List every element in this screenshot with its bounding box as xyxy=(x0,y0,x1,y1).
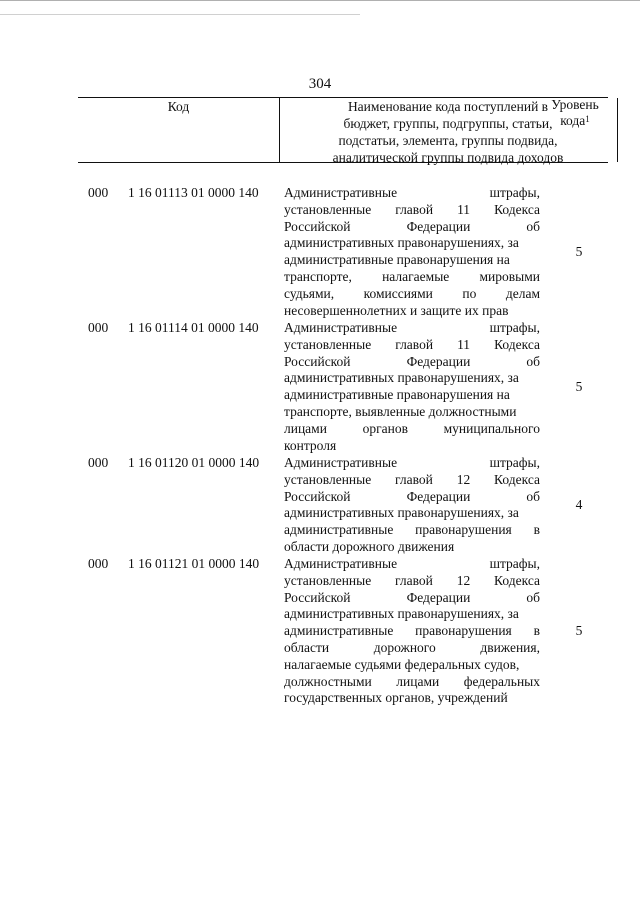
name-line xyxy=(284,606,540,623)
header-level-line: кода$^1$ xyxy=(560,113,590,128)
scan-edge-line xyxy=(0,14,360,15)
income-code: 1 16 01114 01 0000 140 xyxy=(128,320,259,335)
name-line xyxy=(284,489,540,506)
code-level: 5 xyxy=(575,379,583,394)
footnote-mark: 1 xyxy=(585,114,590,124)
name-word: штрафы, xyxy=(489,455,540,470)
name-line xyxy=(284,219,540,236)
name-word: административных правонарушениях, за xyxy=(284,606,519,622)
name-word: области xyxy=(284,639,330,655)
income-code: 1 16 01121 01 0000 140 xyxy=(128,556,260,571)
name-word: Кодекса xyxy=(494,201,540,217)
name-word: административные xyxy=(284,522,394,538)
name-word: транспорте, выявленные должностными xyxy=(284,403,517,419)
name-word: административные правонарушения на xyxy=(284,252,510,268)
name-word: штрафы, xyxy=(489,556,540,571)
name-word: штрафы, xyxy=(489,320,540,335)
name-word: делам xyxy=(505,285,540,301)
name-word: 11 xyxy=(457,201,471,217)
name-line xyxy=(284,337,540,354)
name-word: 12 xyxy=(456,471,471,487)
name-word: об xyxy=(526,353,540,369)
name-word: об xyxy=(526,488,540,504)
name-word: установленные xyxy=(284,201,372,217)
name-word: мировыми xyxy=(479,268,540,284)
header-name-line: подстатьи, элемента, группы подвида, xyxy=(338,133,558,148)
name-line xyxy=(284,556,540,573)
name-word: лицами xyxy=(396,673,440,689)
name-line xyxy=(284,370,540,387)
name-line xyxy=(284,235,540,252)
name-word: контроля xyxy=(284,437,337,453)
name-line xyxy=(284,455,540,472)
name-word: органов xyxy=(362,420,408,436)
name-word: административных правонарушениях, за xyxy=(284,505,519,521)
name-line xyxy=(284,539,540,556)
admin-code: 000 xyxy=(88,556,109,571)
name-word: налагаемые xyxy=(382,268,450,284)
name-word: установленные xyxy=(284,572,372,588)
name-line xyxy=(284,472,540,489)
name-line xyxy=(284,505,540,522)
scan-edge-line xyxy=(0,0,640,1)
name-line xyxy=(284,657,540,674)
name-word: в xyxy=(533,522,540,538)
header-name-line: бюджет, группы, подгруппы, статьи, xyxy=(343,116,553,131)
name-word: административных правонарушениях, за xyxy=(284,235,519,251)
name-line xyxy=(284,286,540,303)
name-word: главой xyxy=(395,336,434,352)
income-code: 1 16 01113 01 0000 140 xyxy=(128,185,259,200)
name-line xyxy=(284,354,540,371)
name-word: Федерации xyxy=(406,218,471,234)
income-name xyxy=(284,185,540,319)
name-word: Административные xyxy=(284,455,398,470)
name-word: главой xyxy=(395,572,433,588)
header-code-label: Код xyxy=(167,99,190,114)
name-line xyxy=(284,320,540,337)
name-word: Российской xyxy=(284,488,351,504)
name-word: главой xyxy=(395,201,434,217)
name-word: государственных органов, учреждений xyxy=(284,690,508,706)
name-line xyxy=(284,640,540,657)
name-line xyxy=(284,438,540,455)
name-word: области дорожного движения xyxy=(284,538,455,554)
name-line xyxy=(284,590,540,607)
name-line xyxy=(284,690,540,707)
name-word: административных правонарушениях, за xyxy=(284,370,519,386)
name-word: Российской xyxy=(284,353,351,369)
code-level: 5 xyxy=(575,244,583,259)
admin-code: 000 xyxy=(88,455,109,470)
name-word: установленные xyxy=(284,336,372,352)
admin-code: 000 xyxy=(88,185,109,200)
name-line xyxy=(284,387,540,404)
code-level: 4 xyxy=(575,497,583,512)
name-word: Административные xyxy=(284,320,398,335)
name-word: движения, xyxy=(480,639,540,655)
name-word: несовершеннолетних и защите их прав xyxy=(284,302,509,318)
name-line xyxy=(284,202,540,219)
name-word: дорожного xyxy=(373,639,436,655)
name-word: Кодекса xyxy=(494,572,540,588)
name-line xyxy=(284,522,540,539)
name-word: транспорте, xyxy=(284,268,352,284)
name-word: Российской xyxy=(284,589,351,605)
name-line xyxy=(284,573,540,590)
name-line xyxy=(284,404,540,421)
name-word: в xyxy=(533,623,540,639)
name-word: Административные xyxy=(284,556,398,571)
header-level-line: Уровень xyxy=(551,97,599,112)
name-word: по xyxy=(462,285,477,301)
name-word: Федерации xyxy=(406,353,471,369)
name-word: административные правонарушения на xyxy=(284,387,510,403)
name-line xyxy=(284,421,540,438)
name-word: судьями, xyxy=(284,285,335,301)
name-word: Кодекса xyxy=(494,336,540,352)
name-line xyxy=(284,252,540,269)
name-line xyxy=(284,303,540,320)
name-line xyxy=(284,269,540,286)
name-word: Федерации xyxy=(406,488,471,504)
name-word: главой xyxy=(395,471,433,487)
name-word: установленные xyxy=(284,471,372,487)
name-word: комиссиями xyxy=(363,285,433,301)
name-word: лицами xyxy=(284,420,327,436)
name-word: правонарушения xyxy=(415,623,512,639)
income-name xyxy=(284,320,540,454)
name-word: федеральных xyxy=(463,673,540,689)
name-word: об xyxy=(526,589,540,605)
name-line xyxy=(284,674,540,691)
income-name xyxy=(284,455,540,556)
name-line xyxy=(284,623,540,640)
name-word: 12 xyxy=(456,572,471,588)
name-word: штрафы, xyxy=(489,185,540,200)
name-word: об xyxy=(526,218,540,234)
income-name xyxy=(284,556,540,707)
name-word: должностными xyxy=(284,673,372,689)
name-word: административные xyxy=(284,623,394,639)
income-code: 1 16 01120 01 0000 140 xyxy=(128,455,260,470)
name-word: Кодекса xyxy=(494,471,540,487)
name-word: 11 xyxy=(457,336,471,352)
name-line xyxy=(284,185,540,202)
page-number: 304 xyxy=(308,76,332,92)
header-name-line: аналитической группы подвида доходов xyxy=(332,150,564,165)
name-word: Административные xyxy=(284,185,398,200)
name-word: правонарушения xyxy=(415,522,512,538)
header-code xyxy=(78,98,280,162)
table-header xyxy=(78,97,608,163)
name-word: Федерации xyxy=(406,589,471,605)
name-word: муниципального xyxy=(443,420,540,436)
header-name-line: Наименование кода поступлений в xyxy=(347,99,549,114)
header-level xyxy=(540,97,610,129)
admin-code: 000 xyxy=(88,320,109,335)
name-word: Российской xyxy=(284,218,351,234)
code-level: 5 xyxy=(575,623,583,638)
name-word: налагаемые судьями федеральных судов, xyxy=(284,656,520,672)
